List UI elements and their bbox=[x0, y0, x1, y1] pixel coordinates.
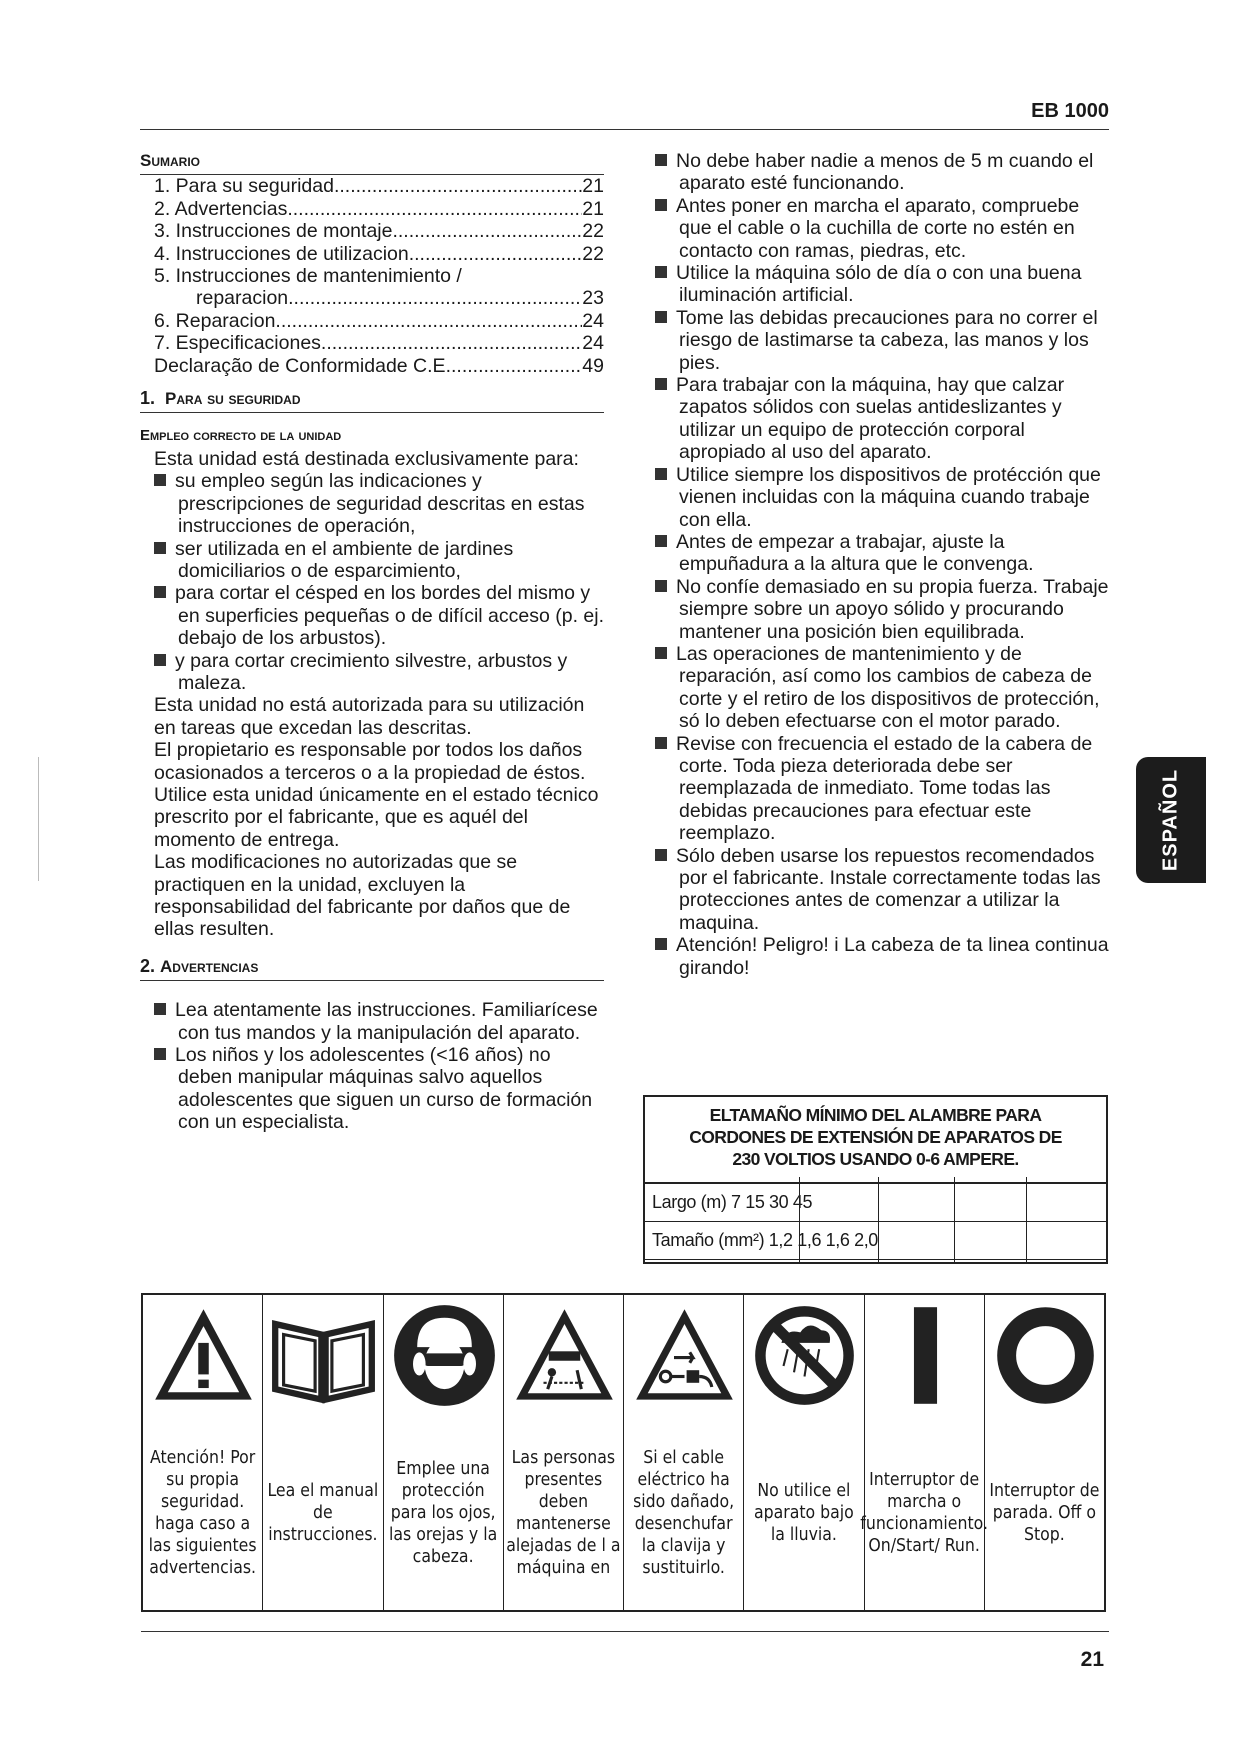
symbol-caption: Lea el manual de instrucciones. bbox=[267, 1480, 379, 1545]
header-rule bbox=[140, 129, 1109, 130]
open-manual-icon bbox=[271, 1303, 376, 1408]
safety-symbols-table bbox=[141, 1293, 1106, 1612]
eye-ear-protection-icon bbox=[392, 1303, 497, 1408]
bullet-square-icon bbox=[655, 468, 667, 480]
left-column bbox=[140, 150, 604, 1134]
paragraph: El propietario es responsable por todos los daños ocasionados a terceros o a la propiedad de éstos. bbox=[154, 739, 586, 784]
symbol-cell bbox=[744, 1295, 864, 1610]
toc-item: 5. Instrucciones de mantenimiento / bbox=[154, 265, 462, 288]
bullet-square-icon bbox=[655, 647, 667, 659]
table-divider bbox=[799, 1177, 800, 1262]
table-of-contents bbox=[140, 175, 604, 377]
symbol-caption: Interruptor de marcha o funcionamiento. On/Start/ Run. bbox=[860, 1469, 988, 1556]
list-item: para cortar el césped en los bordes del mismo y en superficies pequeñas o de difícil acceso (p. ej. debajo de los arbustos). bbox=[154, 582, 604, 649]
bullet-square-icon bbox=[655, 378, 667, 390]
section2-body bbox=[140, 999, 604, 1133]
toc-item: 6. Reparacion ..... 24 bbox=[154, 310, 604, 332]
table-divider bbox=[1026, 1177, 1027, 1262]
symbol-cell bbox=[860, 1295, 988, 1610]
symbol-caption: No utilice el aparato bajo la lluvia. bbox=[753, 1480, 854, 1545]
list-item: Los niños y los adolescentes (<16 años) no deben manipular máquinas salvo aquellos adolescentes que siguen un curso de formación con un especialista. bbox=[154, 1044, 604, 1134]
toc-item: 3. Instrucciones de montaje ..... 22 bbox=[154, 220, 604, 242]
section1-rule bbox=[140, 412, 604, 413]
toc-item: Declaração de Conformidade C.E. ..... 49 bbox=[154, 355, 604, 377]
list-item: Utilice la máquina sólo de día o con una buena iluminación artificial. bbox=[655, 262, 1115, 307]
paragraph: Esta unidad no está autorizada para su utilización en tareas que excedan las descritas. bbox=[154, 694, 585, 739]
symbol-cell bbox=[263, 1295, 383, 1610]
section2-rule bbox=[140, 980, 604, 981]
paragraph: Utilice esta unidad únicamente en el estado técnico prescrito por el fabricante, que es aquél del momento de entrega. bbox=[154, 783, 599, 851]
bullet-square-icon bbox=[154, 586, 166, 598]
list-item: Tome las debidas precauciones para no correr el riesgo de lastimarse ta cabeza, las manos y los pies. bbox=[655, 307, 1115, 374]
off-switch-icon bbox=[993, 1303, 1098, 1408]
bullet-square-icon bbox=[655, 311, 667, 323]
footer-rule bbox=[141, 1631, 1109, 1632]
toc-item: reparacion ..... 23 bbox=[154, 287, 604, 309]
section2-heading: 2. Advertencias bbox=[140, 955, 259, 976]
toc-title: Sumario bbox=[140, 151, 201, 170]
bullet-square-icon bbox=[154, 1048, 166, 1060]
bullet-square-icon bbox=[154, 1003, 166, 1015]
page-number: 21 bbox=[1080, 1648, 1104, 1671]
intro-text: Esta unidad está destinada exclusivamente para: bbox=[154, 447, 579, 470]
symbol-caption: Atención! Por su propia seguridad. haga caso a las siguientes advertencias. bbox=[148, 1447, 257, 1578]
list-item: Utilice siempre los dispositivos de protécción que vienen incluidas con la máquina cuando trabaje con ella. bbox=[655, 464, 1115, 531]
warning-triangle-icon bbox=[151, 1303, 256, 1408]
list-item: No confíe demasiado en su propia fuerza. Trabaje siempre sobre un apoyo sólido y procurando mantener una posición bien equilibrada. bbox=[655, 576, 1115, 643]
list-item: No debe haber nadie a menos de 5 m cuando el aparato esté funcionando. bbox=[655, 150, 1115, 195]
section1-body bbox=[140, 448, 604, 941]
toc-item: 2. Advertencias ..... 21 bbox=[154, 198, 604, 220]
table-title: ELTAMAÑO MÍNIMO DEL ALAMBRE PARA CORDONES DE EXTENSIÓN DE APARATOS DE 230 VOLTIOS USANDO 0-6 AMPERE. bbox=[645, 1097, 1106, 1184]
bullet-square-icon bbox=[655, 580, 667, 592]
list-item: Lea atentamente las instrucciones. Familiarícese con tus mandos y la manipulación del aparato. bbox=[154, 999, 604, 1044]
symbol-cell bbox=[143, 1295, 263, 1610]
bullet-square-icon bbox=[154, 542, 166, 554]
symbol-caption: Emplee una protección para los ojos, las orejas y la cabeza. bbox=[389, 1458, 498, 1567]
symbol-cell bbox=[384, 1295, 504, 1610]
table-row: Tamaño (mm²) 1,2 1,6 1,6 2,0 bbox=[645, 1222, 1106, 1260]
list-item: Atención! Peligro! i La cabeza de ta linea continua girando! bbox=[655, 934, 1115, 979]
bullet-square-icon bbox=[655, 938, 667, 950]
margin-mark bbox=[38, 757, 39, 881]
model-name: EB 1000 bbox=[1031, 100, 1109, 122]
on-switch-icon bbox=[873, 1303, 978, 1408]
table-divider bbox=[878, 1177, 879, 1262]
section1-subtitle: Empleo correcto de la unidad bbox=[140, 427, 342, 445]
right-column bbox=[655, 150, 1115, 979]
no-rain-icon bbox=[752, 1303, 857, 1408]
list-item: y para cortar crecimiento silvestre, arbustos y maleza. bbox=[154, 650, 604, 695]
list-item: Antes de empezar a trabajar, ajuste la empuñadura a la altura que le convenga. bbox=[655, 531, 1115, 576]
bullet-square-icon bbox=[655, 535, 667, 547]
list-item: Las operaciones de mantenimiento y de reparación, así como los cambios de cabeza de corte y el retiro de los dispositivos de protección, só lo deben efectuarse con el motor parado. bbox=[655, 643, 1115, 733]
bullet-square-icon bbox=[154, 474, 166, 486]
bullet-square-icon bbox=[655, 154, 667, 166]
bullet-square-icon bbox=[655, 849, 667, 861]
table-row: Largo (m) 7 15 30 45 bbox=[645, 1184, 1106, 1222]
bullet-square-icon bbox=[655, 199, 667, 211]
list-item: ser utilizada en el ambiente de jardines domiciliarios o de esparcimiento, bbox=[154, 538, 604, 583]
symbol-cell bbox=[985, 1295, 1104, 1610]
symbol-cell bbox=[624, 1295, 744, 1610]
list-item: Revise con frecuencia el estado de la cabera de corte. Toda pieza deteriorada debe ser reemplazada de inmediato. Tome todas las debidas precauciones para efectuar este reemplazo. bbox=[655, 733, 1115, 845]
bullet-square-icon bbox=[655, 266, 667, 278]
table-divider bbox=[954, 1177, 955, 1262]
unplug-cable-icon bbox=[632, 1303, 737, 1408]
list-item: Antes poner en marcha el aparato, compruebe que el cable o la cuchilla de corte no estén en contacto con ramas, piedras, etc. bbox=[655, 195, 1115, 262]
symbol-caption: Las personas presentes deben mantenerse alejadas de l a máquina en bbox=[506, 1447, 621, 1578]
symbol-cell bbox=[504, 1295, 624, 1610]
toc-item: 7. Especificaciones ..... 24 bbox=[154, 332, 604, 354]
toc-item: 1. Para su seguridad ..... 21 bbox=[154, 175, 604, 197]
list-item: Para trabajar con la máquina, hay que calzar zapatos sólidos con suelas antideslizantes y utilizar un equipo de protección corporal apropiado al uso del aparato. bbox=[655, 374, 1115, 464]
bullet-square-icon bbox=[655, 737, 667, 749]
symbol-caption: Interruptor de parada. Off o Stop. bbox=[989, 1480, 1100, 1545]
list-item: Sólo deben usarse los repuestos recomendados por el fabricante. Instale correctamente todas las protecciones antes de comenzar a utilizar la maquina. bbox=[655, 845, 1115, 935]
symbol-caption: Si el cable eléctrico ha sido dañado, desenchufar la clavija y sustituirlo. bbox=[633, 1447, 735, 1578]
paragraph: Las modificaciones no autorizadas que se practiquen en la unidad, excluyen la responsabilidad del fabricante por daños que de ellas resulten. bbox=[154, 851, 571, 941]
list-item: su empleo según las indicaciones y prescripciones de seguridad descritas en estas instrucciones de operación, bbox=[154, 470, 604, 537]
bullet-square-icon bbox=[154, 654, 166, 666]
section1-heading: 1. Para su seguridad bbox=[140, 388, 301, 409]
extension-cable-table bbox=[643, 1095, 1108, 1264]
language-tab: ESPAÑOL bbox=[1136, 757, 1206, 883]
bystander-distance-icon bbox=[512, 1303, 617, 1408]
toc-item: 4. Instrucciones de utilizacion ..... 22 bbox=[154, 243, 604, 265]
